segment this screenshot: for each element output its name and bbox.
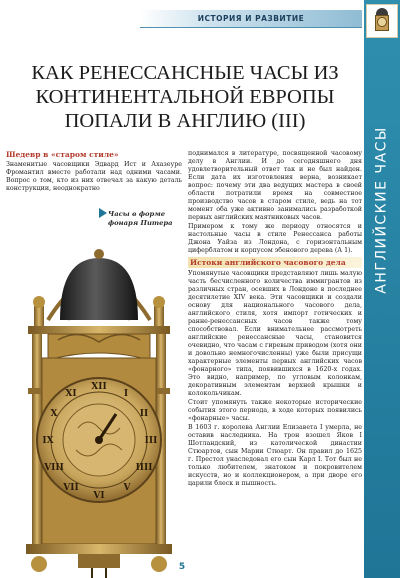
svg-text:IX: IX xyxy=(42,436,54,446)
section-header xyxy=(140,10,362,28)
left-subheading: Шедевр в «старом стиле» xyxy=(6,150,119,159)
svg-text:IIII: IIII xyxy=(135,463,153,473)
svg-text:I: I xyxy=(123,389,129,399)
caption-arrow-icon xyxy=(99,208,107,218)
page-title-line-2: КОНТИНЕНТАЛЬНОЙ ЕВРОПЫ xyxy=(35,86,335,108)
right-column xyxy=(188,150,362,489)
svg-text:III: III xyxy=(144,436,158,446)
right-paragraph-1: поднимался в литературе, посвященной часовому делу в Англии. И до сегодняшнего дня удовлетворительный ответ так и не был найден. Если дата их изготовления верна, возникает вопрос: почему эти два ведущих мастера в своей области потратили время на совместное производство часов в старом стиле, ведь на тот момент оба уже активно занимались разработкой первых английских маятниковых часов. xyxy=(188,150,362,221)
page-title xyxy=(6,61,364,133)
lantern-clock-illustration xyxy=(8,228,190,578)
svg-text:II: II xyxy=(139,409,149,419)
sidebar-label: АНГЛИЙСКИЕ ЧАСЫ xyxy=(374,126,390,294)
right-paragraph-5: В 1603 г. королева Англии Елизавета I умерла, не оставив наследника. На трон взошел Яков I Шотландский, из католической династии Стюартов, сын Марии Стюарт. Он правил до 1625 г. Престол унаследовал его сын Карл I. Тот был не только любителем, знатоком и покровителем искусств, но и коллекционером, а при дворе его царили блеск и пышность. xyxy=(188,424,362,487)
svg-text:V: V xyxy=(123,483,131,493)
svg-text:XI: XI xyxy=(65,389,77,399)
right-paragraph-4: Стоит упомянуть также некоторые исторические события этого периода, в ходе которых появились «фонарные» часы. xyxy=(188,399,362,422)
image-caption: Часы в форме фонаря Питера xyxy=(108,210,173,227)
page-title-line-3: ПОПАЛИ В АНГЛИЮ (III) xyxy=(64,110,306,132)
right-subheading: Истоки английского часового дела xyxy=(188,257,362,268)
svg-text:VIII: VIII xyxy=(44,463,64,473)
section-header-label: ИСТОРИЯ И РАЗВИТИЕ xyxy=(197,14,305,23)
thumbnail xyxy=(366,4,398,38)
svg-text:VII: VII xyxy=(63,483,79,493)
svg-text:VI: VI xyxy=(93,491,105,501)
lantern-clock-icon xyxy=(373,8,391,34)
left-paragraph: Знаменитые часовщики Эдвард Ист и Ахазеуре Фромантил вместе работали над одними часами. Вопрос о том, кто из них отвечал за какую деталь конструкции, неоднократно xyxy=(6,161,182,192)
svg-text:XII: XII xyxy=(91,382,107,392)
svg-text:X: X xyxy=(50,409,58,419)
page-number: 5 xyxy=(178,562,186,572)
page-title-line-1: КАК РЕНЕССАНСНЫЕ ЧАСЫ ИЗ xyxy=(31,62,339,84)
left-column xyxy=(6,150,182,194)
right-paragraph-3: Упомянутые часовщики представляют лишь малую часть бесчисленного количества иммигрантов из различных стран, осевших в Лондоне в последнее десятилетие XIV века. Эти часовщики и создали основу для национального часового дела, английского стиля, хотя импорт готических и ранне-ренессансных часов также тому способствовал. Если внимательнее рассмотреть английские ренессансные часы, становится очевидно, что часам с гиревым приводом (хотя они и довольно немногочисленны) уже были присущи характерные элементы первых английских часов «фонарного» типа, появившихся в 1620-х годах. Это видно, например, по угловым колонкам, декоративным элементам верхней крышки и колокольчикам. xyxy=(188,270,362,397)
sidebar-label-wrap xyxy=(364,40,400,380)
right-paragraph-2: Примером к тому же периоду относятся и настольные часы в стиле Ренессанса работы Джона Уайза из Лондона, с горизонтальным циферблатом и корпусом эбенового дерева (А 1). xyxy=(188,223,362,254)
